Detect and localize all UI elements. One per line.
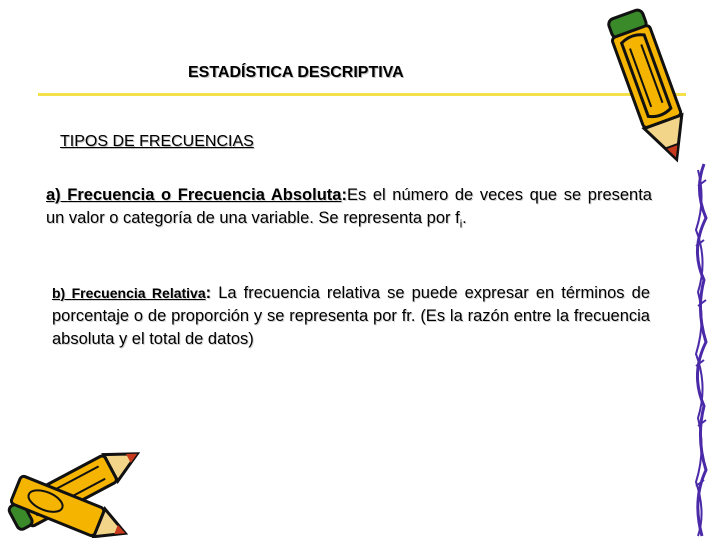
item-term: Frecuencia Relativa — [71, 285, 206, 301]
definition-absolute-frequency — [46, 184, 652, 236]
item-term: Frecuencia o Frecuencia Absoluta — [67, 186, 342, 204]
crossed-pencils-icon — [0, 428, 150, 538]
definition-relative-frequency — [52, 282, 650, 351]
page-title: ESTADÍSTICA DESCRIPTIVA — [188, 64, 404, 81]
item-text: La frecuencia relativa se puede expresar en términos de porcentaje o de proporción y se representa por fr. (Es la razón entre la frecuencia absoluta y el total de datos) — [52, 284, 650, 348]
scribble-border-icon — [676, 160, 716, 540]
item-letter: a) — [46, 186, 68, 204]
pencil-icon — [600, 2, 700, 170]
item-letter: b) — [52, 285, 72, 301]
title-underline-bar — [38, 93, 686, 96]
item-subscript: i — [459, 218, 463, 231]
item-end: . — [462, 209, 467, 227]
item-colon: : — [205, 284, 212, 302]
item-text: Es el número de veces que se presenta un valor o categoría de una variable. Se representa por f — [46, 186, 652, 227]
title-underline — [38, 93, 686, 96]
section-title: TIPOS DE FRECUENCIAS — [60, 133, 254, 150]
item-colon: : — [341, 186, 347, 204]
